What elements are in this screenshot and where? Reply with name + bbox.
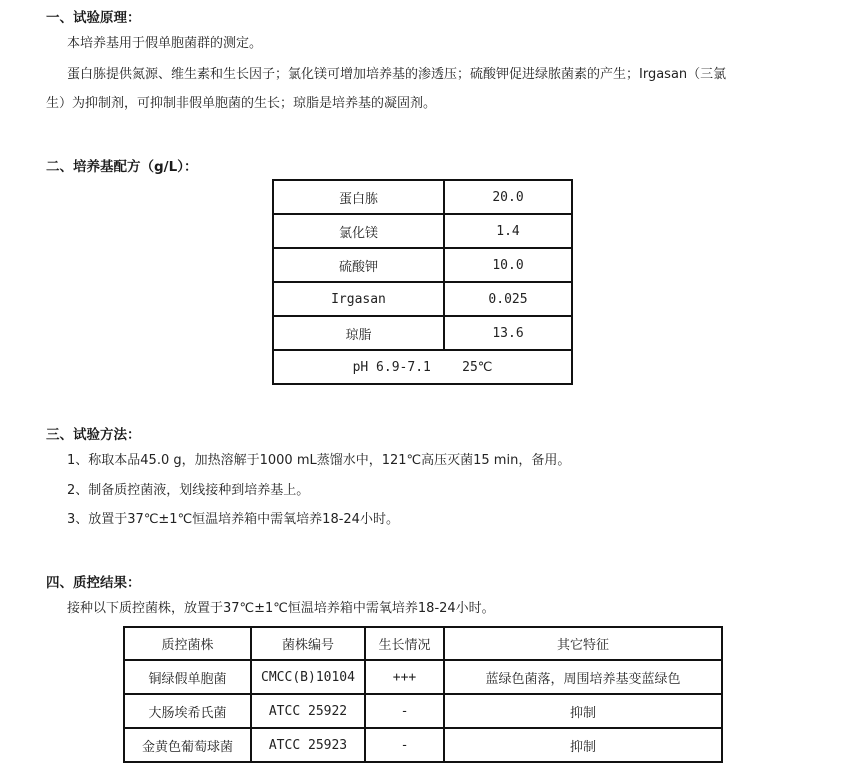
ingredient-value: 13.6 (444, 316, 572, 350)
ingredient-name: 琼脂 (273, 316, 444, 350)
column-header-growth: 生长情况 (365, 627, 444, 660)
table-row (273, 180, 572, 214)
growth: - (365, 694, 444, 728)
table-row (124, 728, 722, 762)
strain-id: CMCC(B)10104 (251, 660, 365, 694)
ingredient-value: 10.0 (444, 248, 572, 282)
growth: +++ (365, 660, 444, 694)
formula-table (272, 179, 573, 385)
section1-paragraph1: 本培养基用于假单胞菌群的测定。 (67, 36, 263, 51)
method-step-2: 2、制备质控菌液，划线接种到培养基上。 (67, 483, 310, 498)
other-feature: 蓝绿色菌落，周围培养基变蓝绿色 (444, 660, 722, 694)
table-header-row (124, 627, 722, 660)
strain-name: 金黄色葡萄球菌 (124, 728, 251, 762)
strain-id: ATCC 25922 (251, 694, 365, 728)
section4-intro: 接种以下质控菌株，放置于37℃±1℃恒温培养箱中需氧培养18-24小时。 (67, 601, 495, 616)
section4-heading: 四、质控结果： (46, 575, 141, 591)
section2-heading: 二、培养基配方（g/L）： (46, 159, 198, 175)
qc-results-table (123, 626, 723, 763)
other-feature: 抑制 (444, 728, 722, 762)
table-row (273, 214, 572, 248)
section1-paragraph2-line1: 蛋白胨提供氮源、维生素和生长因子；氯化镁可增加培养基的渗透压；硫酸钾促进绿脓菌素的产生；Irgasan（三氯 (67, 67, 727, 82)
table-row (273, 282, 572, 316)
ph-value: pH 6.9-7.1 25℃ (273, 350, 572, 384)
other-feature: 抑制 (444, 694, 722, 728)
section1-paragraph2-line2: 生）为抑制剂，可抑制非假单胞菌的生长；琼脂是培养基的凝固剂。 (46, 96, 437, 111)
strain-name: 大肠埃希氏菌 (124, 694, 251, 728)
table-row (273, 248, 572, 282)
ingredient-value: 20.0 (444, 180, 572, 214)
method-step-1: 1、称取本品45.0 g，加热溶解于1000 mL蒸馏水中，121℃高压灭菌15 min，备用。 (67, 453, 571, 468)
section3-heading: 三、试验方法： (46, 427, 141, 443)
method-step-3: 3、放置于37℃±1℃恒温培养箱中需氧培养18-24小时。 (67, 512, 399, 527)
table-row (273, 350, 572, 384)
column-header-strain: 质控菌株 (124, 627, 251, 660)
ingredient-name: 氯化镁 (273, 214, 444, 248)
ingredient-value: 1.4 (444, 214, 572, 248)
growth: - (365, 728, 444, 762)
table-row (124, 660, 722, 694)
ingredient-name: Irgasan (273, 282, 444, 316)
section1-heading: 一、试验原理： (46, 10, 141, 26)
ingredient-name: 蛋白胨 (273, 180, 444, 214)
ingredient-name: 硫酸钾 (273, 248, 444, 282)
ingredient-value: 0.025 (444, 282, 572, 316)
table-row (273, 316, 572, 350)
column-header-other: 其它特征 (444, 627, 722, 660)
strain-name: 铜绿假单胞菌 (124, 660, 251, 694)
table-row (124, 694, 722, 728)
strain-id: ATCC 25923 (251, 728, 365, 762)
column-header-strain-id: 菌株编号 (251, 627, 365, 660)
